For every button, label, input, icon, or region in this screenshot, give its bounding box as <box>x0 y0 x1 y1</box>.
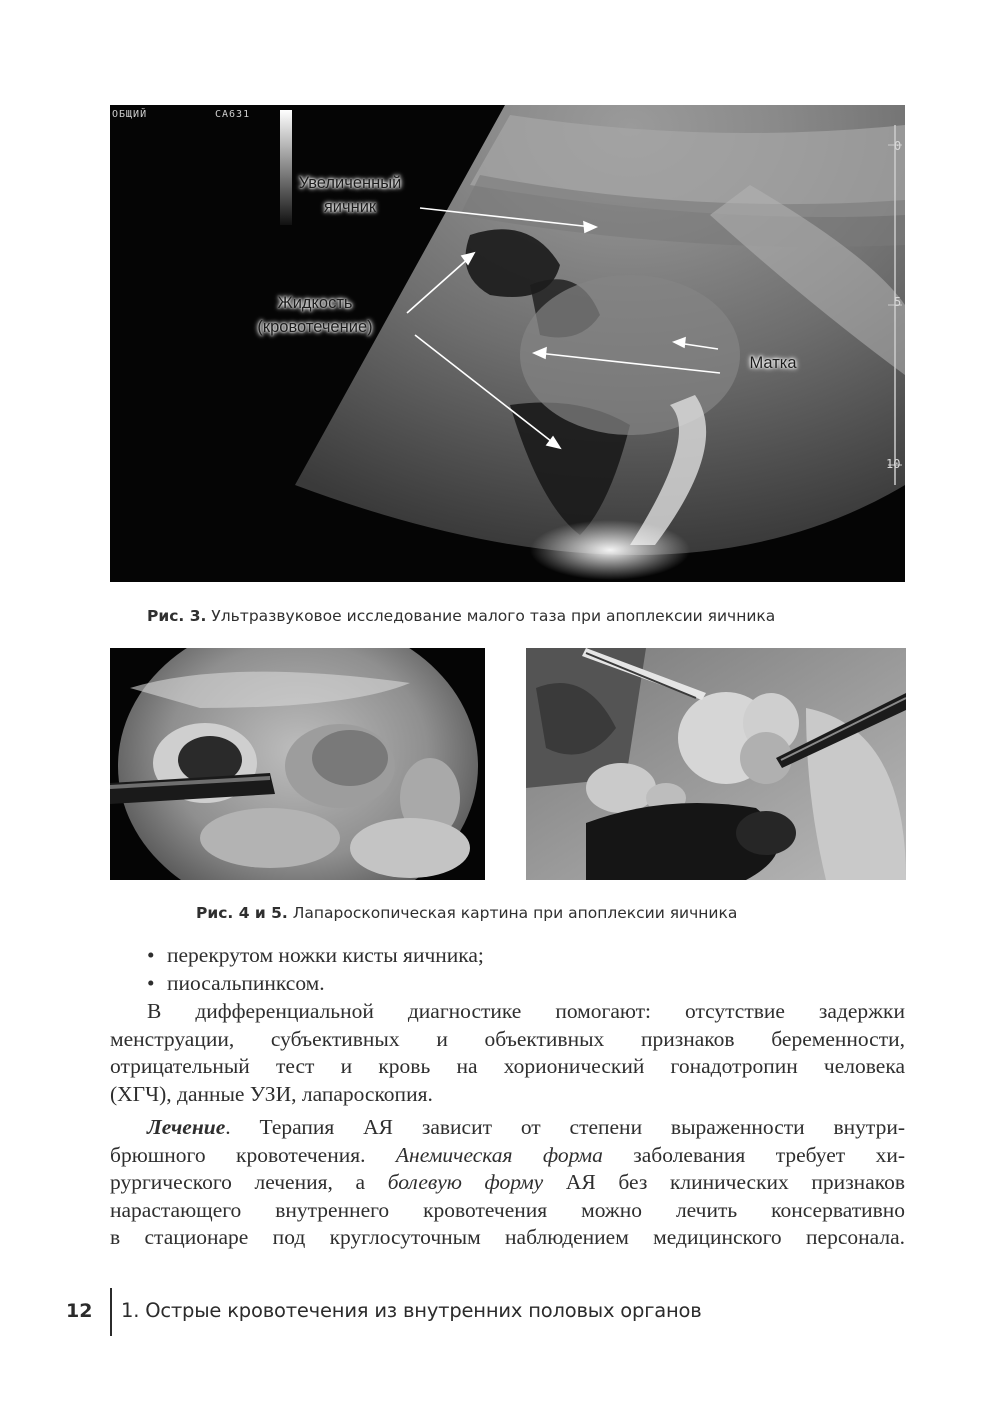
paragraph-line: отрицательный тест и кровь на хорионический гонадотропин человека <box>110 1054 905 1079</box>
label-fluid-bleeding: Жидкость (кровотечение) <box>257 294 373 336</box>
list-item: • перекрутом ножки кисты яичника; <box>147 943 484 967</box>
paragraph-line: В дифференциальной диагностике помогают: отсутствие задержки <box>147 999 905 1023</box>
ultrasound-mode-tag: ОБЩИЙ <box>112 109 148 120</box>
paragraph-line: в стационаре под круглосуточным наблюдением медицинского персонала. <box>110 1225 905 1250</box>
figure45-caption: Рис. 4 и 5. Лапароскопическая картина при апоплексии яичника <box>196 904 738 922</box>
laparoscopy-photo-right <box>526 648 906 880</box>
running-chapter-title: 1. Острые кровотечения из внутренних половых органов <box>121 1299 702 1322</box>
label-enlarged-ovary: Увеличенный яичник <box>298 174 402 216</box>
list-item: • пиосальпинксом. <box>147 971 325 995</box>
figure3-caption: Рис. 3. Ультразвуковое исследование малого таза при апоплексии яичника <box>147 607 776 625</box>
laparoscopy-photo-left <box>110 648 485 880</box>
paragraph-line: менструации, субъективных и объективных признаков беременности, <box>110 1026 905 1051</box>
ultrasound-image <box>110 105 905 582</box>
laparoscopy-image-left <box>110 648 485 880</box>
depth-scale-5: 5 <box>894 295 902 309</box>
ultrasound-probe-tag: CA631 <box>215 109 251 120</box>
paragraph-treatment <box>110 1114 906 1252</box>
label-uterus: Матка <box>749 354 797 372</box>
paragraph-line: Лечение. Терапия АЯ зависит от степени выраженности внутри- <box>147 1115 905 1139</box>
paragraph-differential-diagnosis <box>110 998 905 1108</box>
paragraph-line: нарастающего внутреннего кровотечения можно лечить консервативно <box>110 1197 905 1222</box>
depth-scale-0: 0 <box>894 139 902 153</box>
page-number: 12 <box>66 1300 93 1322</box>
ultrasound-figure <box>110 105 905 582</box>
paragraph-line: рургического лечения, а болевую форму АЯ без клинических признаков <box>110 1170 905 1195</box>
footer-divider <box>110 1288 112 1336</box>
paragraph-line: брюшного кровотечения. Анемическая форма заболевания требует хи- <box>110 1142 906 1167</box>
paragraph-line: (ХГЧ), данные УЗИ, лапароскопия. <box>110 1081 433 1106</box>
laparoscopy-image-right <box>526 648 906 880</box>
depth-scale-10: 10 <box>886 457 901 471</box>
